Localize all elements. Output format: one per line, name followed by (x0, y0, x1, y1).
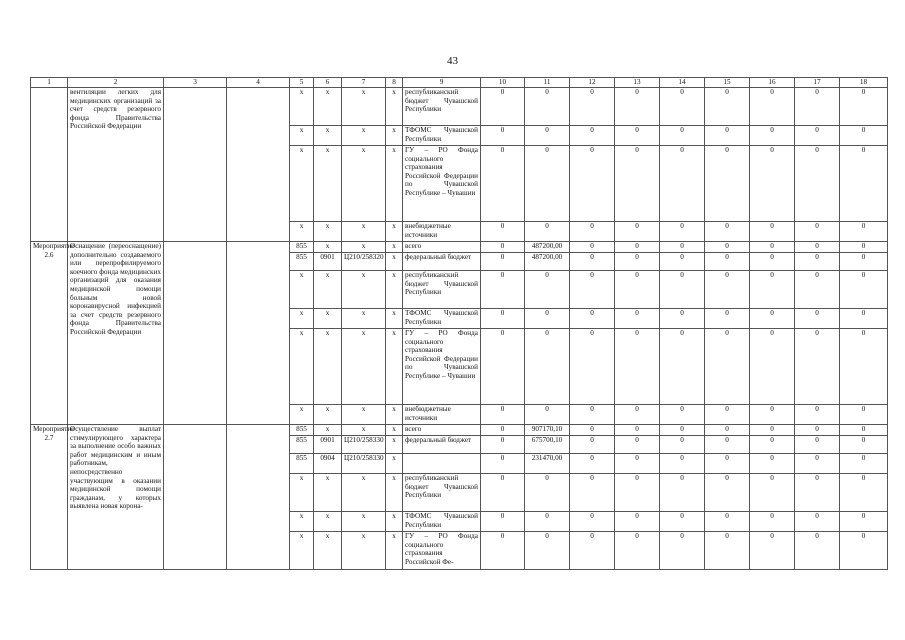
amount-cell: 0 (570, 436, 615, 454)
funding-source: всего (403, 242, 481, 253)
budget-code-cell: x (342, 425, 386, 436)
budget-code-cell: 855 (290, 253, 314, 271)
amount-cell: 0 (705, 242, 750, 253)
amount-cell: 0 (840, 146, 888, 222)
amount-cell: 0 (615, 436, 660, 454)
budget-code-cell: x (386, 88, 403, 126)
page-number: 43 (447, 55, 458, 67)
funding-source: ГУ – РО Фонда социального страхования Российской Фе- (403, 532, 481, 570)
amount-cell: 0 (570, 271, 615, 309)
amount-cell: 0 (481, 474, 525, 512)
header-cell: 5 (290, 78, 314, 88)
amount-cell: 0 (750, 222, 795, 242)
amount-cell: 0 (570, 222, 615, 242)
amount-cell: 0 (705, 425, 750, 436)
budget-code-cell: x (342, 329, 386, 405)
amount-cell: 0 (570, 126, 615, 146)
amount-cell: 0 (750, 242, 795, 253)
amount-cell: 0 (840, 425, 888, 436)
amount-cell: 0 (570, 532, 615, 570)
measure-code: Мероприятие 2.6 (31, 242, 68, 425)
amount-cell: 0 (525, 329, 570, 405)
budget-code-cell: x (386, 253, 403, 271)
amount-cell: 0 (660, 309, 705, 329)
amount-cell: 0 (481, 222, 525, 242)
amount-cell: 0 (795, 405, 840, 425)
amount-cell: 0 (795, 242, 840, 253)
budget-code-cell: x (314, 242, 342, 253)
header-row (31, 78, 888, 88)
amount-cell: 0 (525, 146, 570, 222)
budget-code-cell: x (386, 474, 403, 512)
budget-code-cell: x (290, 271, 314, 309)
amount-cell: 0 (795, 222, 840, 242)
amount-cell: 0 (660, 329, 705, 405)
amount-cell: 0 (525, 532, 570, 570)
amount-cell: 0 (750, 532, 795, 570)
header-cell: 10 (481, 78, 525, 88)
amount-cell: 0 (750, 474, 795, 512)
amount-cell: 0 (525, 512, 570, 532)
amount-cell: 0 (660, 222, 705, 242)
amount-cell: 0 (615, 253, 660, 271)
goal-cell (227, 242, 290, 425)
amount-cell: 0 (840, 405, 888, 425)
header-cell: 8 (386, 78, 403, 88)
amount-cell: 0 (705, 405, 750, 425)
budget-code-cell: 855 (290, 242, 314, 253)
amount-cell: 0 (840, 474, 888, 512)
amount-cell: 0 (481, 532, 525, 570)
budget-code-cell: x (314, 146, 342, 222)
budget-code-cell: x (314, 405, 342, 425)
amount-cell: 0 (750, 88, 795, 126)
budget-code-cell: x (290, 88, 314, 126)
amount-cell: 0 (840, 126, 888, 146)
amount-cell: 0 (660, 405, 705, 425)
amount-cell: 0 (705, 222, 750, 242)
budget-code-cell: x (342, 88, 386, 126)
budget-code-cell: x (342, 532, 386, 570)
amount-cell: 0 (525, 126, 570, 146)
amount-cell: 0 (795, 126, 840, 146)
budget-code-cell: x (386, 222, 403, 242)
amount-cell: 487200,00 (525, 253, 570, 271)
amount-cell: 0 (840, 309, 888, 329)
amount-cell: 0 (481, 88, 525, 126)
amount-cell: 0 (481, 242, 525, 253)
amount-cell: 0 (481, 126, 525, 146)
header-cell: 13 (615, 78, 660, 88)
amount-cell: 0 (705, 532, 750, 570)
goal-cell (227, 425, 290, 570)
amount-cell: 0 (840, 329, 888, 405)
amount-cell: 0 (615, 405, 660, 425)
budget-code-cell: 855 (290, 436, 314, 454)
amount-cell: 0 (525, 88, 570, 126)
amount-cell: 0 (525, 271, 570, 309)
budget-code-cell: Ц210/258330 (342, 436, 386, 454)
budget-code-cell: Ц210/258320 (342, 253, 386, 271)
executor-cell (164, 242, 227, 425)
amount-cell: 0 (570, 425, 615, 436)
budget-code-cell: x (314, 474, 342, 512)
budget-code-cell: x (314, 88, 342, 126)
amount-cell: 0 (840, 88, 888, 126)
funding-source: ГУ – РО Фонда социального страхования Российской Федерации по Чувашской Республике – Чувашии (403, 146, 481, 222)
amount-cell: 0 (840, 271, 888, 309)
amount-cell: 0 (840, 253, 888, 271)
budget-code-cell: x (342, 512, 386, 532)
budget-code-cell: x (290, 405, 314, 425)
amount-cell: 0 (750, 271, 795, 309)
amount-cell: 0 (615, 88, 660, 126)
header-cell: 3 (164, 78, 227, 88)
budget-code-cell: x (290, 532, 314, 570)
amount-cell: 0 (570, 405, 615, 425)
header-cell: 4 (227, 78, 290, 88)
amount-cell: 0 (615, 512, 660, 532)
budget-code-cell: x (314, 222, 342, 242)
amount-cell: 487200,00 (525, 242, 570, 253)
amount-cell: 0 (660, 532, 705, 570)
budget-code-cell: x (314, 532, 342, 570)
header-cell: 11 (525, 78, 570, 88)
measure-name: вентиляции легких для медицинских организаций за счет средств резервного фонда Правительства Российской Федерации (68, 88, 164, 242)
amount-cell: 0 (795, 532, 840, 570)
amount-cell: 0 (615, 242, 660, 253)
amount-cell: 0 (795, 436, 840, 454)
amount-cell: 0 (525, 474, 570, 512)
amount-cell: 0 (525, 222, 570, 242)
amount-cell: 0 (705, 271, 750, 309)
amount-cell: 0 (795, 253, 840, 271)
executor-cell (164, 425, 227, 570)
amount-cell: 0 (705, 512, 750, 532)
amount-cell: 0 (660, 474, 705, 512)
amount-cell: 0 (525, 309, 570, 329)
amount-cell: 907170,10 (525, 425, 570, 436)
amount-cell: 0 (570, 512, 615, 532)
budget-code-cell: x (314, 329, 342, 405)
budget-code-cell: 855 (290, 454, 314, 474)
budget-code-cell: x (342, 271, 386, 309)
budget-code-cell: x (290, 309, 314, 329)
amount-cell: 0 (615, 146, 660, 222)
amount-cell: 0 (481, 454, 525, 474)
funding-source: всего (403, 425, 481, 436)
amount-cell: 0 (705, 146, 750, 222)
header-cell: 1 (31, 78, 68, 88)
amount-cell: 0 (795, 146, 840, 222)
amount-cell: 0 (705, 329, 750, 405)
header-cell: 7 (342, 78, 386, 88)
amount-cell: 0 (481, 436, 525, 454)
budget-code-cell: x (290, 474, 314, 512)
funding-source: ГУ – РО Фонда социального страхования Российской Федерации по Чувашской Республике – Чувашии (403, 329, 481, 405)
funding-source (403, 454, 481, 474)
amount-cell: 0 (840, 532, 888, 570)
amount-cell: 0 (660, 425, 705, 436)
budget-code-cell: x (386, 126, 403, 146)
amount-cell: 0 (615, 454, 660, 474)
amount-cell: 0 (705, 436, 750, 454)
budget-code-cell: x (386, 271, 403, 309)
amount-cell: 0 (750, 126, 795, 146)
budget-code-cell: 0904 (314, 454, 342, 474)
amount-cell: 0 (705, 474, 750, 512)
amount-cell: 0 (525, 405, 570, 425)
header-cell: 6 (314, 78, 342, 88)
amount-cell: 0 (750, 405, 795, 425)
amount-cell: 0 (660, 88, 705, 126)
budget-code-cell: x (386, 532, 403, 570)
amount-cell: 0 (705, 126, 750, 146)
budget-code-cell: x (290, 329, 314, 405)
amount-cell: 0 (705, 88, 750, 126)
budget-code-cell: x (386, 242, 403, 253)
amount-cell: 0 (615, 222, 660, 242)
budget-code-cell: x (342, 405, 386, 425)
amount-cell: 0 (481, 425, 525, 436)
amount-cell: 231470,00 (525, 454, 570, 474)
amount-cell: 0 (570, 474, 615, 512)
amount-cell: 0 (840, 454, 888, 474)
amount-cell: 0 (795, 271, 840, 309)
budget-code-cell: x (314, 512, 342, 532)
budget-code-cell: 855 (290, 425, 314, 436)
budget-code-cell: x (386, 454, 403, 474)
header-cell: 9 (403, 78, 481, 88)
measure-code (31, 88, 68, 242)
budget-code-cell: x (386, 329, 403, 405)
amount-cell: 0 (615, 425, 660, 436)
amount-cell: 0 (660, 242, 705, 253)
amount-cell: 0 (750, 425, 795, 436)
budget-code-cell: x (386, 425, 403, 436)
amount-cell: 0 (750, 436, 795, 454)
financing-table (30, 77, 888, 570)
header-cell: 14 (660, 78, 705, 88)
funding-source: республиканский бюджет Чувашской Республики (403, 88, 481, 126)
amount-cell: 0 (615, 532, 660, 570)
amount-cell: 0 (570, 88, 615, 126)
amount-cell: 0 (750, 146, 795, 222)
table-row (31, 425, 888, 436)
funding-source: внебюджетные источники (403, 222, 481, 242)
budget-code-cell: x (342, 222, 386, 242)
amount-cell: 0 (840, 242, 888, 253)
budget-code-cell: x (290, 126, 314, 146)
budget-code-cell: x (386, 309, 403, 329)
amount-cell: 0 (570, 309, 615, 329)
executor-cell (164, 88, 227, 242)
budget-code-cell: x (342, 309, 386, 329)
amount-cell: 0 (481, 253, 525, 271)
amount-cell: 0 (570, 253, 615, 271)
amount-cell: 0 (481, 405, 525, 425)
measure-code: Мероприятие 2.7 (31, 425, 68, 570)
amount-cell: 0 (570, 242, 615, 253)
table-row (31, 88, 888, 126)
funding-source: ТФОМС Чувашской Республики (403, 126, 481, 146)
amount-cell: 0 (481, 271, 525, 309)
amount-cell: 0 (705, 253, 750, 271)
amount-cell: 0 (660, 146, 705, 222)
measure-name: Оснащение (переоснащение) дополнительно создаваемого или перепрофилируемого коечного фонда медицинских организаций для оказания медицинской помощи больным новой коронавирусной инфекцией за счет средств резервного фонда Правительства Российской Федерации (68, 242, 164, 425)
budget-code-cell: x (386, 146, 403, 222)
amount-cell: 0 (795, 474, 840, 512)
budget-code-cell: x (314, 126, 342, 146)
budget-code-cell: x (342, 126, 386, 146)
amount-cell: 0 (481, 329, 525, 405)
amount-cell: 0 (795, 512, 840, 532)
amount-cell: 0 (660, 436, 705, 454)
table-row (31, 242, 888, 253)
amount-cell: 0 (615, 474, 660, 512)
amount-cell: 0 (615, 309, 660, 329)
budget-code-cell: x (290, 222, 314, 242)
header-cell: 16 (750, 78, 795, 88)
amount-cell: 0 (660, 271, 705, 309)
amount-cell: 675700,10 (525, 436, 570, 454)
budget-code-cell: x (314, 271, 342, 309)
header-cell: 15 (705, 78, 750, 88)
budget-code-cell: x (386, 405, 403, 425)
amount-cell: 0 (795, 454, 840, 474)
budget-code-cell: x (314, 425, 342, 436)
amount-cell: 0 (750, 309, 795, 329)
amount-cell: 0 (705, 309, 750, 329)
amount-cell: 0 (615, 126, 660, 146)
amount-cell: 0 (750, 253, 795, 271)
budget-code-cell: x (314, 309, 342, 329)
amount-cell: 0 (660, 253, 705, 271)
budget-code-cell: x (342, 146, 386, 222)
amount-cell: 0 (660, 512, 705, 532)
budget-code-cell: Ц210/258330 (342, 454, 386, 474)
amount-cell: 0 (840, 436, 888, 454)
amount-cell: 0 (615, 329, 660, 405)
budget-code-cell: x (386, 436, 403, 454)
amount-cell: 0 (705, 454, 750, 474)
header-cell: 17 (795, 78, 840, 88)
budget-code-cell: x (342, 474, 386, 512)
header-cell: 2 (68, 78, 164, 88)
header-cell: 12 (570, 78, 615, 88)
budget-code-cell: 0901 (314, 436, 342, 454)
amount-cell: 0 (570, 454, 615, 474)
amount-cell: 0 (660, 454, 705, 474)
funding-source: внебюджетные источники (403, 405, 481, 425)
amount-cell: 0 (795, 88, 840, 126)
amount-cell: 0 (481, 309, 525, 329)
funding-source: республиканский бюджет Чувашской Республики (403, 271, 481, 309)
header-cell: 18 (840, 78, 888, 88)
amount-cell: 0 (750, 512, 795, 532)
funding-source: республиканский бюджет Чувашской Республики (403, 474, 481, 512)
amount-cell: 0 (660, 126, 705, 146)
funding-source: ТФОМС Чувашской Республики (403, 512, 481, 532)
amount-cell: 0 (570, 146, 615, 222)
amount-cell: 0 (615, 271, 660, 309)
goal-cell (227, 88, 290, 242)
amount-cell: 0 (750, 329, 795, 405)
amount-cell: 0 (840, 222, 888, 242)
measure-name: Осуществление выплат стимулирующего характера за выполнение особо важных работ медицинским и иным работникам, непосредственно участвующим в оказании медицинской помощи гражданам, у которых выявлена новая корона- (68, 425, 164, 570)
budget-code-cell: x (386, 512, 403, 532)
amount-cell: 0 (481, 146, 525, 222)
budget-code-cell: x (290, 512, 314, 532)
funding-source: федеральный бюджет (403, 253, 481, 271)
funding-source: федеральный бюджет (403, 436, 481, 454)
budget-code-cell: x (290, 146, 314, 222)
amount-cell: 0 (481, 512, 525, 532)
amount-cell: 0 (570, 329, 615, 405)
funding-source: ТФОМС Чувашской Республики (403, 309, 481, 329)
amount-cell: 0 (840, 512, 888, 532)
budget-code-cell: 0901 (314, 253, 342, 271)
budget-code-cell: x (342, 242, 386, 253)
amount-cell: 0 (750, 454, 795, 474)
amount-cell: 0 (795, 425, 840, 436)
amount-cell: 0 (795, 309, 840, 329)
amount-cell: 0 (795, 329, 840, 405)
